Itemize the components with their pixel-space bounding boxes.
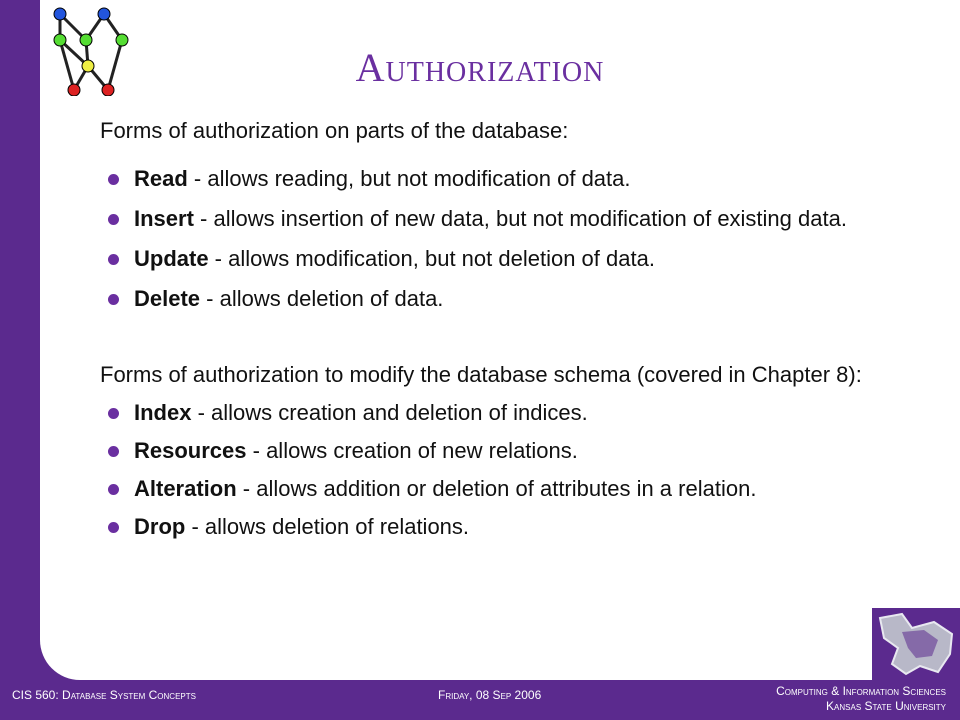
bullet-item — [100, 476, 940, 502]
bullet-text: - allows deletion of relations. — [185, 514, 470, 539]
bullet-dot-icon — [108, 294, 119, 305]
bullet-dot-icon — [108, 446, 119, 457]
bullet-term: Drop — [134, 514, 186, 539]
footer-dept: Computing & Information Sciences — [776, 684, 946, 698]
bullet-dot-icon — [108, 408, 119, 419]
bullet-text: - allows deletion of data. — [200, 286, 444, 311]
bullet-text: - allows creation of new relations. — [246, 438, 578, 463]
bullet-item — [100, 400, 940, 426]
intro-text-2: Forms of authorization to modify the database schema (covered in Chapter 8): — [100, 362, 862, 387]
bullet-term: Insert — [134, 206, 194, 231]
bullet-text: - allows creation and deletion of indices. — [191, 400, 588, 425]
bullet-item — [100, 246, 940, 272]
bullet-item — [100, 514, 940, 540]
bullet-dot-icon — [108, 254, 119, 265]
slide-title: Authorization — [355, 45, 605, 90]
bullet-item — [100, 286, 940, 312]
footer-university: Kansas State University — [826, 699, 946, 713]
bullet-item — [100, 206, 940, 232]
footer-institution — [776, 684, 946, 714]
bullet-text: - allows addition or deletion of attributes in a relation. — [236, 476, 757, 501]
bullet-item — [100, 166, 940, 192]
bullet-term: Resources — [134, 438, 247, 463]
bullet-text: - allows insertion of new data, but not modification of existing data. — [193, 206, 847, 231]
intro-text-1: Forms of authorization on parts of the database: — [100, 118, 569, 143]
bullet-dot-icon — [108, 484, 119, 495]
bullet-term: Update — [134, 246, 209, 271]
bullet-text: - allows modification, but not deletion of data. — [208, 246, 655, 271]
bullet-term: Alteration — [134, 476, 237, 501]
bullet-term: Delete — [134, 286, 201, 311]
footer-date: Friday, 08 Sep 2006 — [438, 688, 542, 702]
slide-content — [100, 118, 940, 552]
footer-course: CIS 560: Database System Concepts — [12, 688, 196, 702]
footer — [0, 680, 960, 720]
bullet-term: Read — [134, 166, 188, 191]
bullet-dot-icon — [108, 214, 119, 225]
bullet-item — [100, 438, 940, 464]
bullet-dot-icon — [108, 174, 119, 185]
bullet-text: - allows reading, but not modification of data. — [187, 166, 631, 191]
bullet-dot-icon — [108, 522, 119, 533]
bullet-term: Index — [134, 400, 192, 425]
wildcat-logo-icon — [872, 608, 960, 680]
